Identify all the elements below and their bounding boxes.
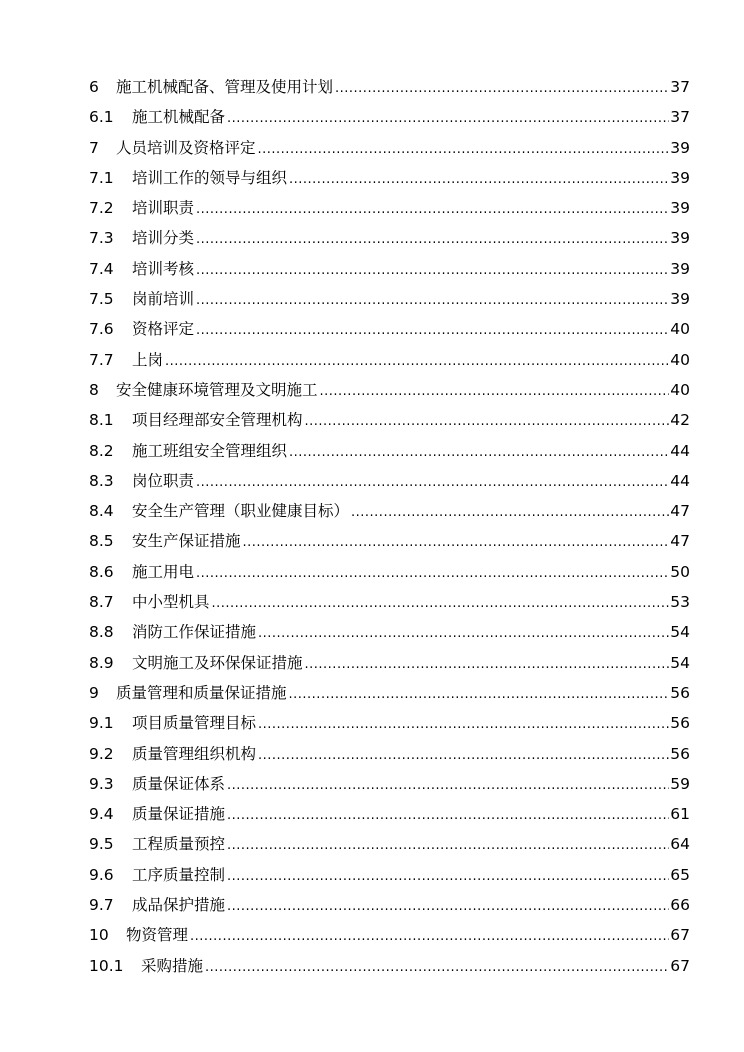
toc-dot-leader bbox=[258, 741, 669, 771]
toc-entry-number: 6 bbox=[89, 78, 99, 96]
toc-entry[interactable] bbox=[89, 860, 690, 890]
toc-entry-title: 质量管理和质量保证措施 bbox=[116, 683, 287, 702]
toc-entry-page: 56 bbox=[670, 744, 690, 763]
toc-dot-leader bbox=[196, 559, 669, 589]
toc-entry[interactable] bbox=[89, 769, 690, 799]
toc-entry-number: 7.2 bbox=[89, 199, 114, 218]
toc-entry[interactable] bbox=[89, 102, 690, 132]
toc-entry-number: 9.6 bbox=[89, 865, 114, 884]
toc-entry-page: 37 bbox=[670, 108, 690, 127]
toc-entry-page: 54 bbox=[670, 623, 690, 642]
toc-entry-number: 8.4 bbox=[89, 502, 114, 521]
toc-entry-title: 施工用电 bbox=[132, 562, 195, 581]
toc-entry-number: 9 bbox=[89, 683, 99, 702]
toc-entry[interactable] bbox=[89, 405, 690, 435]
toc-entry-page: 59 bbox=[670, 774, 690, 793]
toc-dot-leader bbox=[196, 195, 669, 225]
toc-dot-leader bbox=[196, 256, 669, 286]
toc-entry-title: 项目质量管理目标 bbox=[132, 714, 257, 733]
toc-entry-page: 53 bbox=[670, 593, 690, 612]
toc-entry-number: 10 bbox=[89, 926, 109, 945]
toc-dot-leader bbox=[227, 892, 669, 922]
toc-entry-title: 培训分类 bbox=[132, 229, 195, 248]
toc-entry-number: 9.5 bbox=[89, 835, 114, 854]
toc-entry[interactable] bbox=[89, 496, 690, 526]
toc-dot-leader bbox=[305, 650, 670, 680]
toc-entry[interactable] bbox=[89, 739, 690, 769]
toc-entry-number: 8.1 bbox=[89, 411, 114, 430]
toc-dot-leader bbox=[258, 710, 669, 740]
toc-entry-title: 工序质量控制 bbox=[132, 865, 226, 884]
toc-entry-page: 65 bbox=[670, 865, 690, 884]
toc-dot-leader bbox=[165, 347, 669, 377]
toc-entry-page: 56 bbox=[670, 683, 690, 702]
toc-entry-number: 8.3 bbox=[89, 471, 114, 490]
toc-entry-title: 质量管理组织机构 bbox=[132, 744, 257, 763]
toc-entry-title: 安生产保证措施 bbox=[132, 532, 241, 551]
toc-entry-number: 7.3 bbox=[89, 229, 114, 248]
toc-dot-leader bbox=[258, 619, 669, 649]
toc-dot-leader bbox=[289, 165, 669, 195]
toc-dot-leader bbox=[351, 498, 669, 528]
toc-entry-title: 岗前培训 bbox=[132, 290, 195, 309]
toc-entry[interactable] bbox=[89, 951, 690, 981]
toc-entry-title: 上岗 bbox=[132, 350, 164, 369]
toc-entry[interactable] bbox=[89, 799, 690, 829]
toc-entry-number: 7.5 bbox=[89, 290, 114, 309]
toc-entry-title: 采购措施 bbox=[141, 956, 204, 975]
toc-entry-number: 6.1 bbox=[89, 108, 114, 127]
toc-entry-number: 9.3 bbox=[89, 774, 114, 793]
toc-entry-number: 8.9 bbox=[89, 653, 114, 672]
toc-entry[interactable] bbox=[89, 526, 690, 556]
toc-dot-leader bbox=[227, 104, 669, 134]
toc-entry[interactable] bbox=[89, 648, 690, 678]
toc-dot-leader bbox=[196, 468, 669, 498]
toc-entry-title: 安全生产管理（职业健康目标） bbox=[132, 502, 350, 521]
toc-entry-number: 8.2 bbox=[89, 441, 114, 460]
toc-entry-number: 8.7 bbox=[89, 593, 114, 612]
toc-entry-title: 质量保证措施 bbox=[132, 805, 226, 824]
toc-entry-page: 56 bbox=[670, 714, 690, 733]
toc-entry[interactable] bbox=[89, 587, 690, 617]
toc-entry-page: 64 bbox=[670, 835, 690, 854]
toc-entry-page: 40 bbox=[670, 350, 690, 369]
toc-dot-leader bbox=[258, 135, 670, 165]
toc-entry-page: 44 bbox=[670, 471, 690, 490]
toc-dot-leader bbox=[289, 680, 670, 710]
toc-entry-title: 文明施工及环保保证措施 bbox=[132, 653, 303, 672]
toc-dot-leader bbox=[212, 589, 670, 619]
toc-entry-title: 人员培训及资格评定 bbox=[116, 138, 256, 157]
toc-dot-leader bbox=[227, 831, 669, 861]
toc-entry-title: 中小型机具 bbox=[132, 593, 210, 612]
toc-dot-leader bbox=[320, 377, 670, 407]
toc-dot-leader bbox=[205, 953, 669, 983]
toc-entry-page: 42 bbox=[670, 411, 690, 430]
toc-entry-number: 7.4 bbox=[89, 259, 114, 278]
toc-entry-number: 8.8 bbox=[89, 623, 114, 642]
toc-entry[interactable] bbox=[89, 890, 690, 920]
toc-entry-number: 7 bbox=[89, 138, 99, 157]
toc-entry-title: 培训工作的领导与组织 bbox=[132, 168, 288, 187]
toc-entry-number: 7.7 bbox=[89, 350, 114, 369]
toc-entry-page: 39 bbox=[670, 290, 690, 309]
toc-dot-leader bbox=[227, 801, 669, 831]
toc-dot-leader bbox=[190, 922, 669, 952]
toc-entry-title: 培训职责 bbox=[132, 199, 195, 218]
toc-entry[interactable] bbox=[89, 617, 690, 647]
toc-entry-page: 39 bbox=[670, 138, 690, 157]
toc-entry-title: 成品保护措施 bbox=[132, 896, 226, 915]
toc-entry-page: 40 bbox=[670, 320, 690, 339]
toc-entry-page: 54 bbox=[670, 653, 690, 672]
toc-entry-number: 9.7 bbox=[89, 896, 114, 915]
toc-entry[interactable] bbox=[89, 466, 690, 496]
toc-dot-leader bbox=[289, 438, 669, 468]
toc-entry[interactable] bbox=[89, 314, 690, 344]
toc-entry[interactable] bbox=[89, 557, 690, 587]
toc-entry-number: 8.6 bbox=[89, 562, 114, 581]
toc-entry-number: 8 bbox=[89, 380, 99, 399]
toc-dot-leader bbox=[196, 286, 669, 316]
toc-entry-page: 39 bbox=[670, 259, 690, 278]
toc-entry-number: 8.5 bbox=[89, 532, 114, 551]
toc-dot-leader bbox=[305, 407, 670, 437]
toc-entry-number: 9.4 bbox=[89, 805, 114, 824]
toc-entry-number: 9.2 bbox=[89, 744, 114, 763]
toc-entry-page: 66 bbox=[670, 896, 690, 915]
toc-entry-number: 9.1 bbox=[89, 714, 114, 733]
toc-entry-title: 岗位职责 bbox=[132, 471, 195, 490]
table-of-contents bbox=[89, 72, 690, 981]
toc-entry-page: 39 bbox=[670, 199, 690, 218]
toc-dot-leader bbox=[196, 316, 669, 346]
toc-entry-page: 67 bbox=[670, 926, 690, 945]
toc-entry-title: 质量保证体系 bbox=[132, 774, 226, 793]
toc-entry-page: 40 bbox=[670, 380, 690, 399]
toc-entry-title: 施工机械配备 bbox=[132, 108, 226, 127]
toc-entry-title: 培训考核 bbox=[132, 259, 195, 278]
toc-entry-page: 67 bbox=[670, 956, 690, 975]
toc-entry[interactable] bbox=[89, 920, 690, 950]
toc-dot-leader bbox=[243, 528, 670, 558]
toc-entry[interactable] bbox=[89, 163, 690, 193]
toc-entry[interactable] bbox=[89, 72, 690, 102]
toc-entry[interactable] bbox=[89, 829, 690, 859]
toc-entry[interactable] bbox=[89, 708, 690, 738]
toc-entry-page: 50 bbox=[670, 562, 690, 581]
toc-dot-leader bbox=[335, 74, 669, 104]
toc-entry-title: 消防工作保证措施 bbox=[132, 623, 257, 642]
toc-entry-number: 7.1 bbox=[89, 168, 114, 187]
toc-entry-title: 项目经理部安全管理机构 bbox=[132, 411, 303, 430]
toc-entry[interactable] bbox=[89, 284, 690, 314]
toc-entry[interactable] bbox=[89, 436, 690, 466]
toc-entry-title: 安全健康环境管理及文明施工 bbox=[116, 380, 318, 399]
toc-entry[interactable] bbox=[89, 193, 690, 223]
toc-entry-page: 61 bbox=[670, 805, 690, 824]
toc-entry[interactable] bbox=[89, 133, 690, 163]
toc-entry[interactable] bbox=[89, 345, 690, 375]
toc-entry-page: 39 bbox=[670, 229, 690, 248]
toc-entry[interactable] bbox=[89, 254, 690, 284]
toc-entry-title: 工程质量预控 bbox=[132, 835, 226, 854]
toc-entry-number: 7.6 bbox=[89, 320, 114, 339]
toc-entry[interactable] bbox=[89, 678, 690, 708]
toc-dot-leader bbox=[227, 771, 669, 801]
toc-entry-page: 47 bbox=[670, 502, 690, 521]
toc-entry-title: 资格评定 bbox=[132, 320, 195, 339]
toc-entry[interactable] bbox=[89, 223, 690, 253]
toc-entry-title: 物资管理 bbox=[126, 926, 189, 945]
toc-entry-number: 10.1 bbox=[89, 956, 124, 975]
toc-entry-title: 施工机械配备、管理及使用计划 bbox=[116, 78, 334, 96]
toc-entry-page: 37 bbox=[670, 78, 690, 96]
toc-entry-page: 44 bbox=[670, 441, 690, 460]
toc-entry-page: 39 bbox=[670, 168, 690, 187]
toc-entry[interactable] bbox=[89, 375, 690, 405]
toc-dot-leader bbox=[227, 862, 669, 892]
toc-dot-leader bbox=[196, 225, 669, 255]
toc-entry-title: 施工班组安全管理组织 bbox=[132, 441, 288, 460]
toc-entry-page: 47 bbox=[670, 532, 690, 551]
